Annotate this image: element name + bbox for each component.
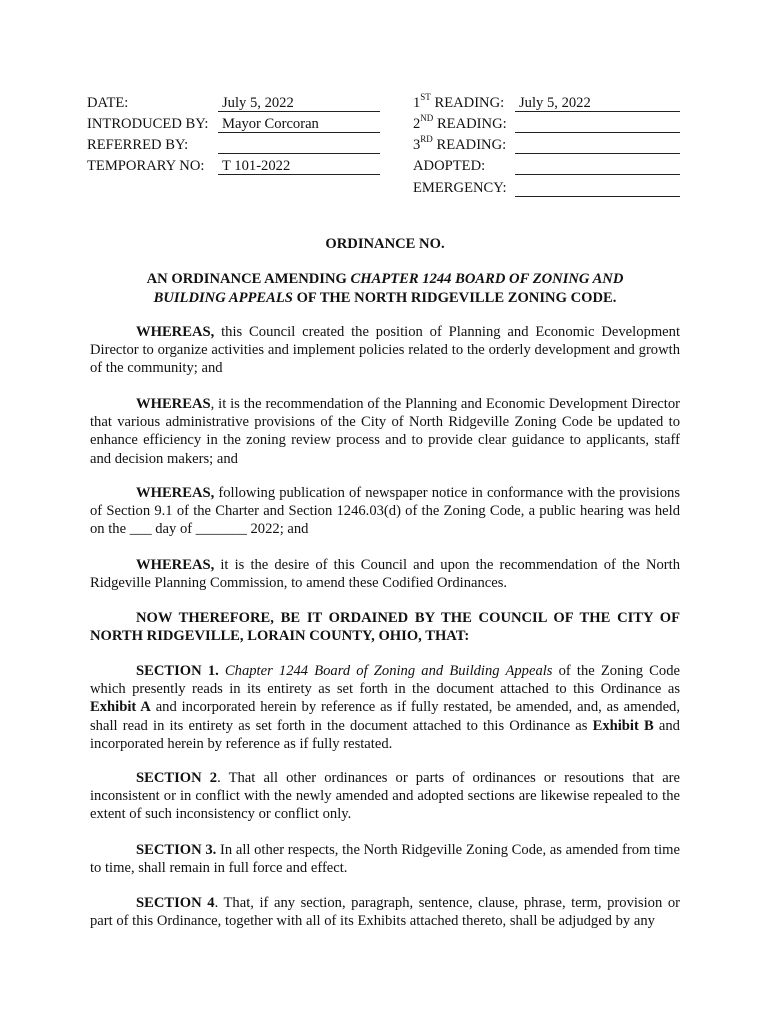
referred-by-value	[218, 135, 380, 154]
adopted-value	[515, 156, 680, 175]
first-reading-value: July 5, 2022	[515, 93, 680, 112]
third-reading-label: 3RD READING:	[413, 134, 507, 153]
introduced-by-value: Mayor Corcoran	[218, 114, 380, 133]
header-referred-row	[87, 135, 380, 155]
referred-by-label: REFERRED BY:	[87, 137, 189, 153]
section-1-paragraph: SECTION 1. Chapter 1244 Board of Zoning and Building Appeals of the Zoning Code which presently reads in its entirety as set forth in the document attached to this Ordinance as Exhibit A and incorporated herein by reference as if fully restated, be amended, and, as amended, shall read in its entirety as set forth in the document attached to this Ordinance as Exhibit B and incorporated herein by reference as if fully restated.	[90, 663, 680, 752]
date-label: DATE:	[87, 95, 129, 111]
header-date-row	[87, 93, 380, 113]
adopted-row	[413, 156, 680, 176]
whereas-paragraph-3: WHEREAS, following publication of newspaper notice in conformance with the provisions of Section 9.1 of the Charter and Section 1246.03(d) of the Zoning Code, a public hearing was held on the ___ day of _______ 2022; and	[90, 485, 680, 538]
whereas-paragraph-1: WHEREAS, this Council created the position of Planning and Economic Development Director to organize activities and implement policies related to the orderly development and growth of the community; and	[90, 324, 680, 377]
second-reading-row	[413, 114, 680, 134]
emergency-value	[515, 178, 680, 197]
second-reading-value	[515, 114, 680, 133]
whereas-paragraph-4: WHEREAS, it is the desire of this Council and upon the recommendation of the North Ridgeville Planning Commission, to amend these Codified Ordinances.	[90, 557, 680, 592]
third-reading-row	[413, 135, 680, 155]
section-3-paragraph: SECTION 3. In all other respects, the North Ridgeville Zoning Code, as amended from time to time, shall remain in full force and effect.	[90, 842, 680, 877]
first-reading-row	[413, 93, 680, 113]
first-reading-label: 1ST READING:	[413, 92, 505, 111]
section-2-paragraph: SECTION 2. That all other ordinances or parts of ordinances or resoutions that are inconsistent or in conflict with the newly amended and adopted sections are likewise repealed to the extent of such inconsistency or conflict only.	[90, 770, 681, 823]
header-temporary-row	[87, 156, 380, 176]
now-therefore-clause: NOW THEREFORE, BE IT ORDAINED BY THE COUNCIL OF THE CITY OF NORTH RIDGEVILLE, LORAIN COUNTY, OHIO, THAT:	[90, 610, 680, 645]
emergency-label: EMERGENCY:	[413, 180, 507, 196]
date-value: July 5, 2022	[218, 93, 380, 112]
second-reading-label: 2ND READING:	[413, 113, 507, 132]
temporary-no-label: TEMPORARY NO:	[87, 158, 205, 174]
emergency-row	[413, 178, 680, 198]
title-line-2: BUILDING APPEALS OF THE NORTH RIDGEVILLE ZONING CODE.	[153, 289, 617, 306]
third-reading-value	[515, 135, 680, 154]
ordinance-number-heading: ORDINANCE NO.	[325, 236, 445, 252]
temporary-no-value: T 101-2022	[218, 156, 380, 175]
section-4-paragraph: SECTION 4. That, if any section, paragraph, sentence, clause, phrase, term, provision or part of this Ordinance, together with all of its Exhibits attached thereto, shall be adjudged by any	[90, 895, 680, 930]
introduced-by-label: INTRODUCED BY:	[87, 116, 209, 132]
header-introduced-row	[87, 114, 380, 134]
adopted-label: ADOPTED:	[413, 158, 486, 174]
whereas-paragraph-2: WHEREAS, it is the recommendation of the Planning and Economic Development Director that various administrative provisions of the City of North Ridgeville Zoning Code be updated to enhance efficiency in the zoning review process and to provide clear guidance to applicants, staff and decision makers; and	[90, 396, 680, 467]
ordinance-title	[90, 270, 680, 307]
title-line-1: AN ORDINANCE AMENDING CHAPTER 1244 BOARD OF ZONING AND	[146, 271, 624, 287]
